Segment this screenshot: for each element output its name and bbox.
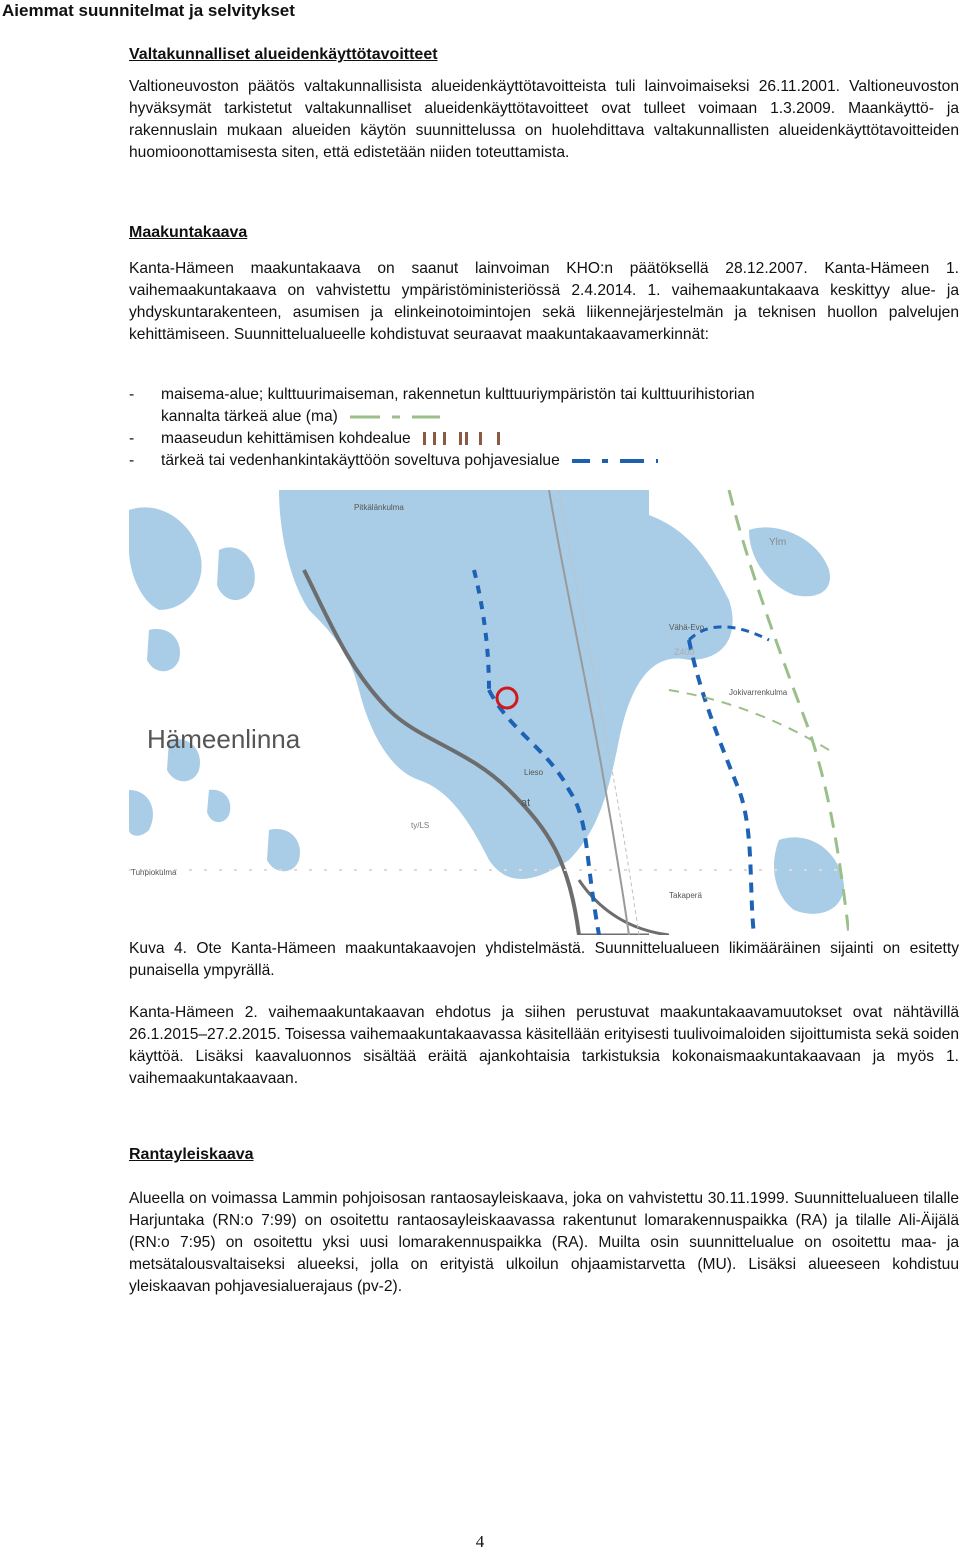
page-header: Aiemmat suunnitelmat ja selvitykset <box>2 1 295 20</box>
map-label: Z400 <box>674 647 695 657</box>
map-label: Jokivarrenkulma <box>729 688 788 697</box>
maisema-alue-legend-icon <box>350 413 442 421</box>
section-heading: Maakuntakaava <box>129 224 248 241</box>
section-heading: Rantayleiskaava <box>129 1146 254 1163</box>
list-bullet: - <box>129 452 135 469</box>
figure-caption: Kuva 4. Ote Kanta-Hämeen maakuntakaavojen yhdistelmästä. Suunnittelualueen likimääräinen sijainti on esitetty punaisella ympyrällä. <box>129 940 959 979</box>
section-paragraph: Kanta-Hämeen 2. vaihemaakuntakaavan ehdotus ja siihen perustuvat maakuntakaavamuutokset ovat nähtävillä 26.1.2015–27.2.2015. Toisessa vaihemaakuntakaavassa käsitellään erityisesti tuulivoimaloiden sijoittumista sekä soiden käyttöä. Lisäksi kaavaluonnos sisältää eräitä ajankohtaisia tarkistuksia kokonaismaakuntakaavaan ja myös 1. vaihemaakuntakaavaan. <box>129 1004 959 1087</box>
map-label: Pitkälänkulma <box>354 503 404 512</box>
map-label: at <box>521 797 531 809</box>
map-label: Tuhpiokulma <box>131 868 177 877</box>
list-item-text: tärkeä tai vedenhankintakäyttöön soveltuva pohjavesialue <box>161 452 560 469</box>
section-paragraph: Kanta-Hämeen maakuntakaava on saanut lainvoiman KHO:n päätöksellä 28.12.2007. Kanta-Hämeen 1. vaihemaakuntakaava on vahvistettu ympäristöministeriössä 2.4.2014. 1. vaihemaakuntakaava keskittyy alue- ja yhdyskuntarakenteen, asumisen ja elinkeinotoimintojen sekä liikennejärjestelmän ja teknisen huollon palvelujen kehittämiseen. Suunnittelualueelle kohdistuvat seuraavat maakuntakaavamerkinnät: <box>129 260 959 343</box>
section-valtakunnalliset <box>129 44 959 164</box>
section-maakuntakaava <box>129 222 959 346</box>
map-label: Ylm <box>769 537 787 548</box>
map-label-hameenlinna: Hämeenlinna <box>147 724 301 754</box>
list-item <box>129 384 959 428</box>
list-item <box>129 428 959 450</box>
pohjavesi-legend-icon <box>572 457 664 465</box>
maaseutu-legend-icon <box>423 432 505 446</box>
legend-list <box>129 384 959 472</box>
list-item-text: kannalta tärkeä alue (ma) <box>161 408 338 425</box>
section-paragraph: Valtioneuvoston päätös valtakunnallisista alueidenkäyttötavoitteista tuli lainvoimaiseksi 26.11.2001. Valtioneuvoston hyväksymät tarkistetut valtakunnalliset alueidenkäyttötavoitteet ovat tulleet voimaan 1.3.2009. Maankäyttö- ja rakennuslain mukaan alueiden käytön suunnittelussa on huolehdittava valtakunnallisten alueidenkäyttötavoitteiden huomioonottamisesta siten, että edistetään niiden toteuttamista. <box>129 78 959 161</box>
list-item-text: maisema-alue; kulttuurimaiseman, rakennetun kulttuuriympäristön tai kulttuurihistorian <box>161 386 755 403</box>
page-number: 4 <box>475 1532 485 1551</box>
section-paragraph: Alueella on voimassa Lammin pohjoisosan rantaosayleiskaava, joka on vahvistettu 30.11.1999. Suunnittelualueen tilalle Harjuntaka (RN:o 7:99) on osoitettu rantaosayleiskaavassa rakentunut lomarakennuspaikka (RA) ja tilalle Ali-Äijälä (RN:o 7:95) on osoitettu yksi uusi lomarakennuspaikka (RA). Muilta osin suunnittelualue on osoitettu maa- ja metsätalousvaltaiseksi alueeksi, jolla on erityistä ulkoilun ohjaamistarvetta (MU). Lisäksi alueeseen kohdistuu yleiskaavan pohjavesialuerajaus (pv-2). <box>129 1190 959 1295</box>
list-item <box>129 450 959 472</box>
map-svg <box>129 490 849 935</box>
map-image <box>129 490 849 935</box>
list-item-text: maaseudun kehittämisen kohdealue <box>161 430 411 447</box>
figure-caption-block <box>129 938 959 1090</box>
section-rantayleiskaava <box>129 1144 959 1298</box>
map-label: Takaperä <box>669 891 702 900</box>
list-bullet: - <box>129 430 135 447</box>
map-label: ty/LS <box>411 821 430 830</box>
section-heading: Valtakunnalliset alueidenkäyttötavoitteet <box>129 46 438 63</box>
map-label: Vähä-Evo <box>669 623 705 632</box>
list-bullet: - <box>129 386 135 403</box>
map-label: Lieso <box>524 768 544 777</box>
